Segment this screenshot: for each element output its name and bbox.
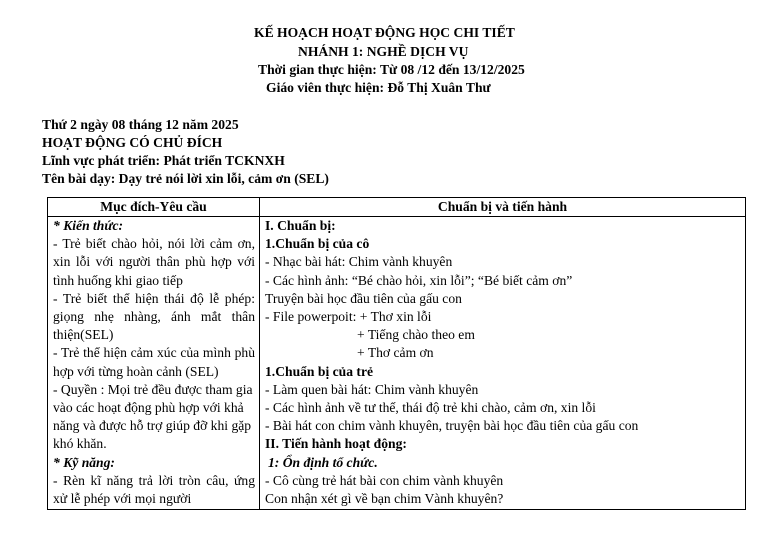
development-field: Lĩnh vực phát triển: Phát triển TCKNXH bbox=[42, 153, 285, 168]
table-header-row bbox=[48, 198, 746, 217]
preparation-item: - Làm quen bài hát: Chim vành khuyên bbox=[265, 381, 479, 397]
teacher-name: Giáo viên thực hiện: Đỗ Thị Xuân Thư bbox=[266, 80, 491, 95]
knowledge-item: - Trẻ biết thể hiện thái độ lễ phép: giọng nhẹ nhàng, ánh mắt thân thiện(SEL) bbox=[53, 290, 255, 343]
time-range: Thời gian thực hiện: Từ 08 /12 đến 13/12/2025 bbox=[258, 62, 525, 77]
lesson-name: Tên bài dạy: Dạy trẻ nói lời xin lỗi, cảm ơn (SEL) bbox=[42, 171, 329, 186]
preparation-item: - Nhạc bài hát: Chim vành khuyên bbox=[265, 254, 453, 270]
knowledge-heading: * Kiến thức: bbox=[53, 218, 124, 233]
preparation-item: Truyện bài học đầu tiên của gấu con bbox=[265, 290, 462, 306]
preparation-item: - File powerpoit: + Thơ xin lỗi bbox=[265, 309, 432, 325]
lesson-date: Thứ 2 ngày 08 tháng 12 năm 2025 bbox=[42, 117, 239, 132]
preparation-cell bbox=[260, 217, 746, 510]
preparation-subitem: + Tiếng chào theo em bbox=[357, 327, 475, 343]
step-heading: 1: Ổn định tổ chức. bbox=[268, 454, 378, 470]
teacher-preparation-heading: 1.Chuẩn bị của cô bbox=[265, 236, 370, 252]
lesson-plan-table bbox=[47, 197, 746, 510]
procedure-item: - Cô cùng trẻ hát bài con chim vành khuyên bbox=[265, 472, 504, 488]
procedure-heading: II. Tiến hành hoạt động: bbox=[265, 436, 407, 452]
rights-item: - Quyền : Mọi trẻ đều được tham gia vào các hoạt động phù hợp với khả năng và được hỗ trợ giúp đỡ khi gặp khó khăn. bbox=[53, 381, 253, 452]
objectives-cell bbox=[48, 217, 260, 510]
preparation-item: - Các hình ảnh: “Bé chào hỏi, xin lỗi”; “Bé biết cảm ơn” bbox=[265, 272, 573, 288]
child-preparation-heading: 1.Chuẩn bị của trẻ bbox=[265, 363, 374, 379]
knowledge-item: - Trẻ thể hiện cảm xúc của mình phù hợp với từng hoàn cảnh (SEL) bbox=[53, 345, 255, 379]
procedure-item: Con nhận xét gì về bạn chim Vành khuyên? bbox=[265, 491, 504, 507]
branch-title: NHÁNH 1: NGHỀ DỊCH VỤ bbox=[298, 44, 469, 59]
skills-heading: * Kỹ năng: bbox=[53, 454, 115, 470]
preparation-item: - Bài hát con chim vành khuyên, truyện bài học đầu tiên của gấu con bbox=[265, 418, 639, 434]
preparation-subitem: + Thơ cảm ơn bbox=[357, 345, 434, 361]
preparation-heading: I. Chuẩn bị: bbox=[265, 218, 336, 233]
skills-item: - Rèn kĩ năng trả lời tròn câu, ứng xử lễ phép với mọi người bbox=[53, 472, 255, 507]
table-body-row bbox=[48, 217, 746, 510]
document-title: KẾ HOẠCH HOẠT ĐỘNG HỌC CHI TIẾT bbox=[254, 25, 515, 40]
activity-type: HOẠT ĐỘNG CÓ CHỦ ĐÍCH bbox=[42, 135, 223, 150]
header-preparation: Chuẩn bị và tiến hành bbox=[260, 198, 746, 217]
header-objectives: Mục đích-Yêu cầu bbox=[48, 198, 260, 217]
preparation-item: - Các hình ảnh về tư thế, thái độ trẻ khi chào, cảm ơn, xin lỗi bbox=[265, 400, 596, 416]
knowledge-item: - Trẻ biết chào hỏi, nói lời cảm ơn, xin lỗi với người thân phù hợp với tình huống khi giao tiếp bbox=[53, 236, 255, 288]
